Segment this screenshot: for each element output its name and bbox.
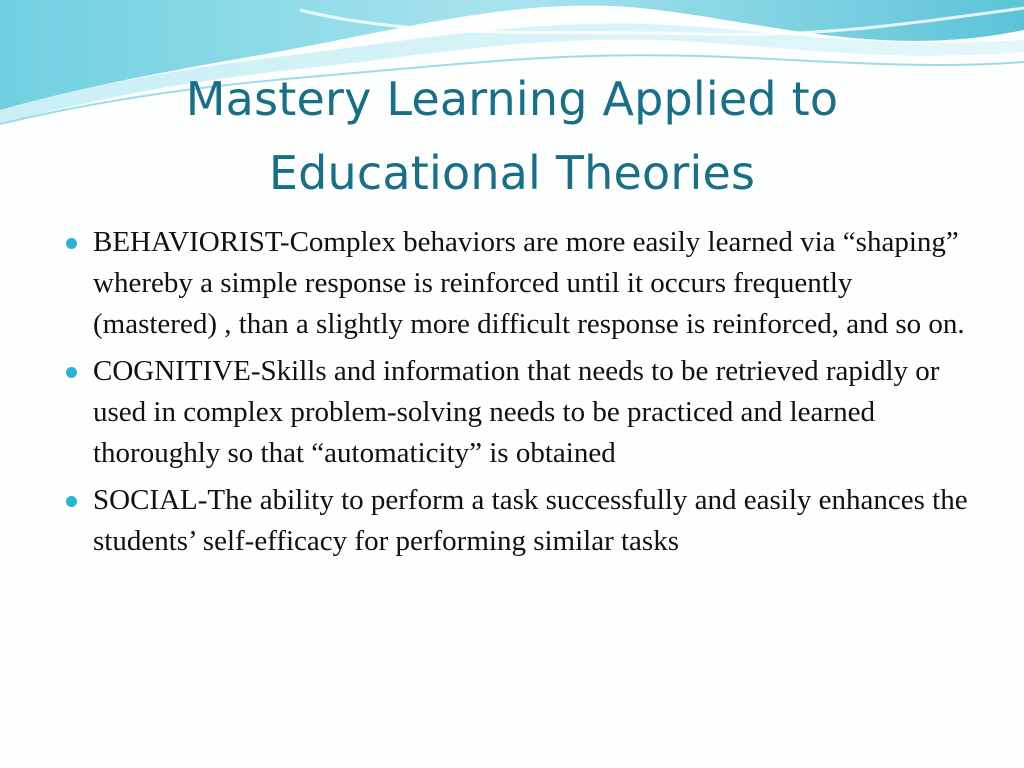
bullet-text: COGNITIVE-Skills and information that needs to be retrieved rapidly or used in complex problem-solving needs to be practiced and learned thoroughly so that “automaticity” is obtained	[93, 355, 940, 469]
bullet-list	[0, 222, 1024, 568]
bullet-dot-icon	[66, 367, 77, 378]
bullet-item-behaviorist	[0, 222, 973, 345]
slide-title: Mastery Learning Applied to Educational Theories	[185, 72, 839, 200]
bullet-item-social	[0, 480, 973, 562]
bullet-dot-icon	[66, 238, 77, 249]
bullet-text: SOCIAL-The ability to perform a task successfully and easily enhances the students’ self-efficacy for performing similar tasks	[93, 484, 968, 557]
bullet-text: BEHAVIORIST-Complex behaviors are more easily learned via “shaping” whereby a simple response is reinforced until it occurs frequently (mastered) , than a slightly more difficult response is reinforced, and so on.	[93, 226, 965, 340]
bullet-item-cognitive	[0, 351, 973, 474]
bullet-dot-icon	[66, 496, 77, 507]
